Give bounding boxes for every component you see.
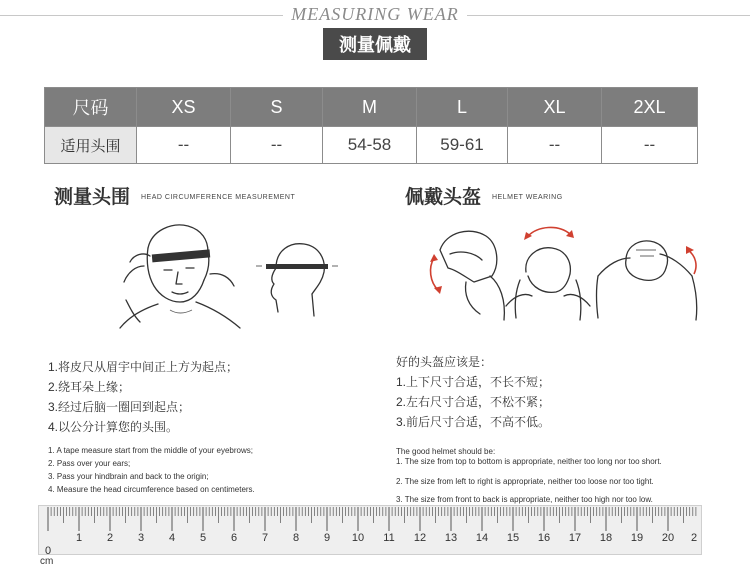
wearing-point-en: 3. The size from front to back is appropriate, neither too high nor too low. <box>396 495 653 504</box>
wearing-point-cn: 1.上下尺寸合适，不长不短； <box>396 375 551 389</box>
measure-step-cn: 3.经过后脑一圈回到起点； <box>48 400 191 414</box>
ruler-label: 11 <box>383 532 395 544</box>
size-cell-l: 59-61 <box>417 127 508 164</box>
ruler-label: 13 <box>444 532 458 544</box>
ruler-label: 17 <box>568 532 582 544</box>
size-cell-xl: -- <box>508 127 602 164</box>
size-table-header-row <box>45 88 698 127</box>
wearing-intro-cn: 好的头盔应该是： <box>396 355 493 369</box>
wearing-point-cn: 3.前后尺寸合适，不高不低。 <box>396 415 551 429</box>
ruler-label: 18 <box>599 532 613 544</box>
size-cell-xs: -- <box>137 127 231 164</box>
measure-section-title: 测量头围 <box>54 187 131 208</box>
ruler-label: 12 <box>413 532 427 544</box>
size-header-s: S <box>231 88 323 127</box>
ruler-label: 19 <box>630 532 644 544</box>
ruler-label: 0 <box>44 545 52 557</box>
ruler-label: 2 <box>690 532 698 544</box>
ruler-label: 16 <box>537 532 551 544</box>
ruler-label: 3 <box>137 532 145 544</box>
wearing-section-title: 佩戴头盔 <box>405 187 482 208</box>
measure-steps-cn <box>48 357 238 437</box>
size-cell-s: -- <box>231 127 323 164</box>
ruler-label: 10 <box>351 532 365 544</box>
ruler-label: 5 <box>199 532 207 544</box>
ruler-ticks <box>38 505 700 531</box>
measure-step-en: 2. Pass over your ears; <box>48 459 131 468</box>
size-cell-m: 54-58 <box>323 127 417 164</box>
wearing-points-cn <box>396 352 550 432</box>
ruler-label: 9 <box>323 532 331 544</box>
ruler-label: 8 <box>292 532 300 544</box>
wearing-point-en: 1. The size from top to bottom is appropriate, neither too long nor too short. <box>396 457 662 466</box>
measure-step-cn: 1.将皮尺从眉宇中间正上方为起点； <box>48 360 239 374</box>
size-header-2xl: 2XL <box>602 88 698 127</box>
ruler-label: 7 <box>261 532 269 544</box>
measure-step-en: 1. A tape measure start from the middle of your eyebrows; <box>48 446 253 455</box>
measure-steps-en <box>48 444 255 496</box>
size-header-xs: XS <box>137 88 231 127</box>
helmet-wearing-illustration <box>420 210 710 330</box>
measure-step-cn: 2.绕耳朵上缘； <box>48 380 131 394</box>
size-cell-2xl: -- <box>602 127 698 164</box>
head-measure-illustration <box>100 212 340 332</box>
ruler-label: 20 <box>661 532 675 544</box>
ruler-label: 15 <box>506 532 520 544</box>
size-header-label: 尺码 <box>45 88 137 127</box>
ruler-label: 6 <box>230 532 238 544</box>
ruler-label: 1 <box>75 532 83 544</box>
size-table <box>44 87 698 164</box>
wearing-section-subtitle: HELMET WEARING <box>492 194 563 201</box>
wearing-intro-en: The good helmet should be: <box>396 447 496 456</box>
wearing-point-en: 2. The size from left to right is appropriate, neither too loose nor too tight. <box>396 477 654 486</box>
size-table-row <box>45 127 698 164</box>
size-header-l: L <box>417 88 508 127</box>
header-badge: 测量佩戴 <box>323 28 427 60</box>
wearing-point-cn: 2.左右尺寸合适，不松不紧； <box>396 395 551 409</box>
size-row-label: 适用头围 <box>45 127 137 164</box>
size-header-xl: XL <box>508 88 602 127</box>
header-title-en: MEASURING WEAR <box>291 4 459 24</box>
measure-step-en: 3. Pass your hindbrain and back to the origin; <box>48 472 209 481</box>
ruler-unit: cm <box>40 556 54 567</box>
measure-step-en: 4. Measure the head circumference based on centimeters. <box>48 485 255 494</box>
ruler-label: 2 <box>106 532 114 544</box>
measure-section-subtitle: HEAD CIRCUMFERENCE MEASUREMENT <box>141 194 296 201</box>
size-header-m: M <box>323 88 417 127</box>
ruler-label: 4 <box>168 532 176 544</box>
measure-step-cn: 4.以公分计算您的头围。 <box>48 420 179 434</box>
ruler-label: 14 <box>475 532 489 544</box>
